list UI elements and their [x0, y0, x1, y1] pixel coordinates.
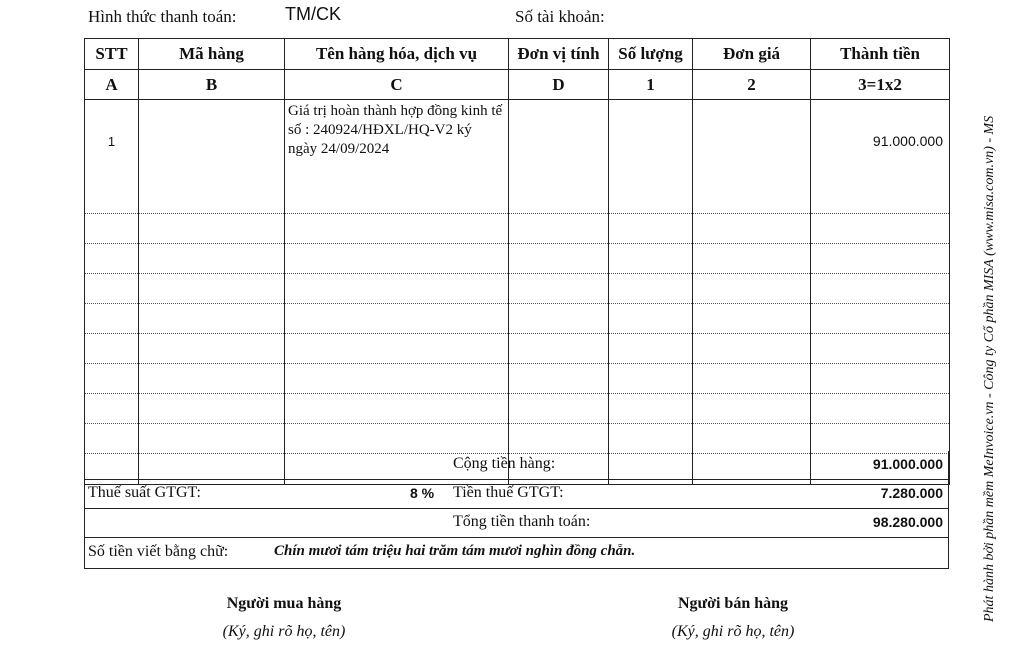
- empty-table-row: [85, 334, 950, 364]
- item-stt: 1: [85, 100, 139, 214]
- buyer-signature-block: [154, 595, 414, 641]
- item-quantity: [609, 100, 693, 214]
- vat-rate-label: Thuế suất GTGT:: [88, 484, 201, 501]
- amount-in-words-row: [85, 538, 948, 568]
- item-amount: 91.000.000: [811, 100, 950, 214]
- empty-table-row: [85, 214, 950, 244]
- payment-method-label: Hình thức thanh toán:: [88, 7, 237, 26]
- item-unit-price: [693, 100, 811, 214]
- subtotal-value: 91.000.000: [872, 456, 943, 472]
- header-quantity: Số lượng: [609, 39, 693, 70]
- header-item-code: Mã hàng: [139, 39, 285, 70]
- vat-row: [85, 480, 948, 509]
- amount-in-words-value: Chín mươi tám triệu hai trăm tám mươi nghìn đồng chẵn.: [274, 543, 636, 559]
- item-name: Giá trị hoàn thành hợp đồng kinh tế số : 240924/HĐXL/HQ-V2 ký ngày 24/09/2024: [285, 100, 509, 214]
- empty-table-row: [85, 244, 950, 274]
- table-header-row: [85, 39, 950, 70]
- seller-signature-block: [603, 595, 863, 641]
- vat-amount-value: 7.280.000: [880, 485, 943, 501]
- payment-method-value: TM/CK: [285, 4, 341, 24]
- header-amount: Thành tiền: [811, 39, 950, 70]
- publisher-side-note: Phát hành bởi phần mềm MeInvoice.vn - Công ty Cổ phần MISA (www.misa.com.vn) - MS: [982, 115, 997, 622]
- item-unit: [509, 100, 609, 214]
- header-unit: Đơn vị tính: [509, 39, 609, 70]
- table-row: [85, 100, 950, 214]
- account-number-label: Số tài khoản:: [515, 7, 605, 26]
- code-cell: A: [85, 70, 139, 100]
- seller-title: Người bán hàng: [677, 595, 789, 612]
- buyer-title: Người mua hàng: [226, 595, 342, 612]
- header-unit-price: Đơn giá: [693, 39, 811, 70]
- empty-table-row: [85, 364, 950, 394]
- empty-table-row: [85, 304, 950, 334]
- invoice-items-table: [84, 38, 950, 485]
- header-item-name: Tên hàng hóa, dịch vụ: [285, 39, 509, 70]
- code-cell: 2: [693, 70, 811, 100]
- subtotal-row: [85, 451, 948, 480]
- seller-note: (Ký, ghi rõ họ, tên): [671, 623, 795, 640]
- column-code-row: [85, 70, 950, 100]
- total-row: [85, 509, 948, 538]
- code-cell: 1: [609, 70, 693, 100]
- total-label: Tổng tiền thanh toán:: [453, 513, 591, 530]
- amount-in-words-label: Số tiền viết bằng chữ:: [88, 543, 229, 560]
- empty-table-row: [85, 274, 950, 304]
- payment-info-row: [88, 4, 968, 30]
- item-code: [139, 100, 285, 214]
- subtotal-label: Cộng tiền hàng:: [453, 455, 556, 472]
- code-cell: 3=1x2: [811, 70, 950, 100]
- code-cell: B: [139, 70, 285, 100]
- empty-table-row: [85, 424, 950, 454]
- empty-table-row: [85, 394, 950, 424]
- total-value: 98.280.000: [872, 514, 943, 530]
- header-stt: STT: [85, 39, 139, 70]
- code-cell: D: [509, 70, 609, 100]
- code-cell: C: [285, 70, 509, 100]
- invoice-summary: [84, 451, 949, 569]
- vat-rate-value: 8 %: [410, 485, 435, 501]
- buyer-note: (Ký, ghi rõ họ, tên): [222, 623, 346, 640]
- vat-amount-label: Tiền thuế GTGT:: [453, 484, 564, 501]
